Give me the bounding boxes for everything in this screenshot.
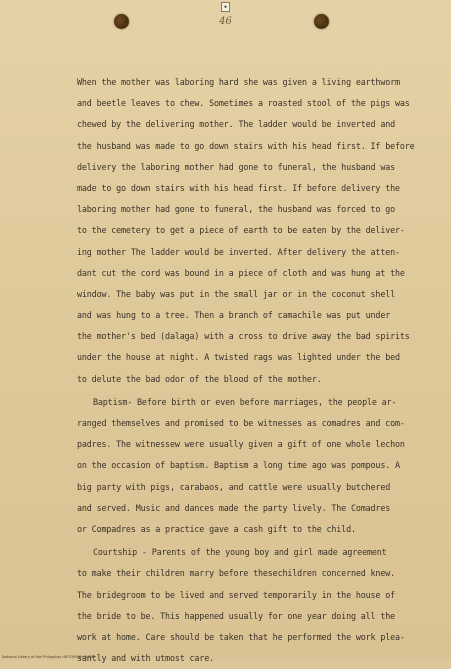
text-line: to delute the bad odor of the blood of the mother. — [77, 373, 322, 384]
archive-footer: National Library of the Philippines HISTORICAL DATA — [2, 655, 94, 659]
text-line: or Compadres as a practice gave a cash gift to the child. — [77, 523, 356, 534]
text-line: the bride to be. This happened usually for one year doing all the — [77, 610, 395, 621]
page-number: 46 — [219, 16, 232, 27]
text-line: on the occasion of baptism. Baptism a long time ago was pompous. A — [77, 460, 400, 471]
body-text — [77, 72, 417, 669]
text-line: ranged themselves and promised to be witnesses as comadres and com- — [77, 418, 405, 428]
text-line: santly and with utmost care. — [77, 653, 214, 664]
text-line: to the cemetery to get a piece of earth to be eaten by the deliver- — [77, 225, 405, 236]
text-line: and beetle leaves to chew. Sometimes a roasted stool of the pigs was — [77, 98, 410, 109]
text-line: chewed by the delivering mother. The ladder would be inverted and — [77, 119, 395, 130]
text-line: and was hung to a tree. Then a branch of camachile was put under — [77, 310, 391, 321]
text-line: under the house at night. A twisted rags was lighted under the bed — [77, 352, 400, 363]
text-line: the husband was made to go down stairs with his head first. If before — [77, 140, 415, 151]
text-line: window. The baby was put in the small jar or in the coconut shell — [77, 288, 395, 299]
text-line: to make their children marry before thesechildren concerned knew. — [77, 568, 395, 579]
baptism-heading-line: Baptism- Before birth or even before marriages, the people ar- — [93, 396, 397, 407]
text-line: the mother's bed (dalaga) with a cross to drive away the bad spirits — [77, 331, 410, 342]
text-line: and served. Music and dances made the party lively. The Comadres — [77, 502, 391, 513]
text-line: The bridegroom to be lived and served temporarily in the house of — [77, 589, 395, 600]
text-line: made to go down stairs with his head first. If before delivery the — [77, 182, 400, 193]
courtship-heading-line: Courtship - Parents of the young boy and girl made agreement — [93, 547, 387, 558]
text-line: laboring mother had gone to funeral, the husband was forced to go — [77, 204, 395, 215]
text-line: When the mother was laboring hard she was given a living earthworm — [77, 77, 400, 87]
text-line: work at home. Care should be taken that he performed the work plea- — [77, 631, 405, 642]
text-line: big party with pigs, carabaos, and cattle were usually butchered — [77, 481, 391, 492]
text-line: delivery the laboring mother had gone to funeral, the husband was — [77, 161, 395, 172]
text-line: dant cut the cord was bound in a piece of cloth and was hung at the — [77, 267, 405, 278]
page-tab-marker: ▪ — [221, 2, 230, 12]
text-line: ing mother The ladder would be inverted. After delivery the atten- — [77, 246, 400, 257]
text-line: padres. The witnessew were usually given a gift of one whole lechon — [77, 439, 405, 450]
